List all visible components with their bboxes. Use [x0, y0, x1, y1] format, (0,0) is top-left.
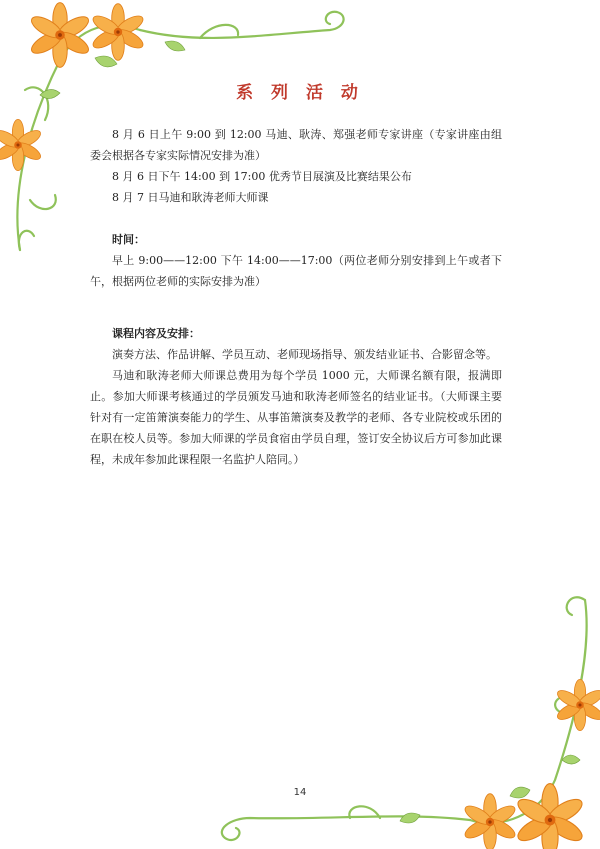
- schedule-item: 8 月 7 日马迪和耿涛老师大师课: [112, 191, 269, 204]
- schedule-item: 8 月 6 日上午 9:00 到 12:00 马迪、耿涛、郑强老师专家讲座（专家讲座由组委会根据各专家实际情况安排为准）: [90, 128, 502, 162]
- bottom-right-flowers: [462, 679, 600, 849]
- schedule-item: 8 月 6 日下午 14:00 到 17:00 优秀节目展演及比赛结果公布: [112, 170, 412, 183]
- bottom-right-vine: [222, 597, 587, 840]
- page-title: 系 列 活 动: [236, 83, 364, 103]
- page-number: 14: [293, 787, 307, 798]
- time-heading: 时间：: [112, 233, 145, 246]
- course-heading: 课程内容及安排：: [112, 327, 200, 340]
- time-text: 早上 9:00——12:00 下午 14:00——17:00（两位老师分别安排到上午或者下午，根据两位老师的实际安排为准）: [90, 254, 502, 288]
- document-body: [90, 124, 502, 470]
- course-paragraph: 演奏方法、作品讲解、学员互动、老师现场指导、颁发结业证书、合影留念等。: [112, 348, 497, 361]
- course-paragraph: 马迪和耿涛老师大师课总费用为每个学员 1000 元，大师课名额有限，报满即止。参加大师课考核通过的学员颁发马迪和耿涛老师签名的结业证书。（大师课主要针对有一定笛箫演奏能力的学生、从事笛箫演奏及教学的老师、各专业院校或乐团的在职在校人员等。参加大师课的学员食宿由学员自理，签订安全协议后方可参加此课程，未成年参加此课程限一名监护人陪同。）: [90, 369, 502, 466]
